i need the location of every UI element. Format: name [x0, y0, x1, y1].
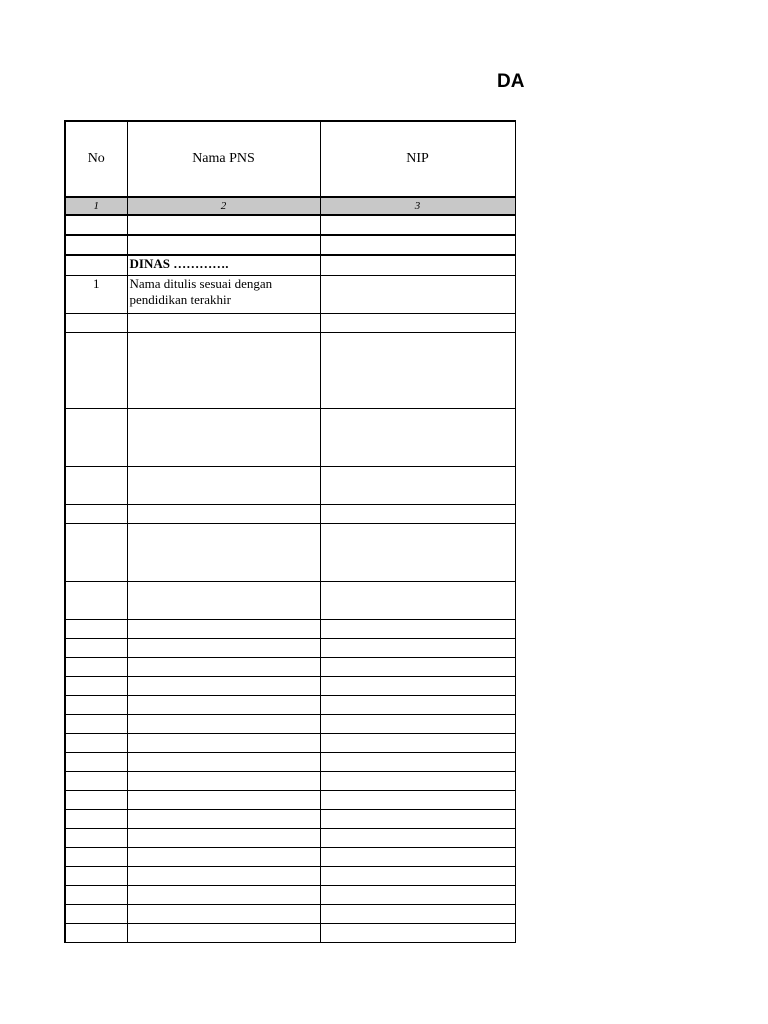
- row-nama: Nama ditulis sesuai dengan pendidikan terakhir: [127, 275, 320, 313]
- header-row: [65, 121, 515, 197]
- header-no: No: [65, 121, 127, 197]
- table-row: [65, 581, 515, 619]
- section-row: [65, 255, 515, 275]
- section-label: DINAS ………….: [127, 255, 320, 275]
- row-nip: [320, 275, 515, 313]
- table-row: [65, 657, 515, 676]
- table-row: [65, 885, 515, 904]
- table-row: [65, 619, 515, 638]
- table-row: [65, 733, 515, 752]
- table-row: [65, 752, 515, 771]
- header-nip: NIP: [320, 121, 515, 197]
- table-row: [65, 828, 515, 847]
- pns-table: [64, 120, 516, 943]
- document-title: DA: [497, 71, 525, 92]
- row-number: 1: [65, 275, 127, 313]
- table-row: [65, 771, 515, 790]
- column-number-1: 1: [65, 197, 127, 215]
- table-row: [65, 809, 515, 828]
- table-row: [65, 275, 515, 313]
- column-number-3: 3: [320, 197, 515, 215]
- table-row: [65, 466, 515, 504]
- table-row: [65, 714, 515, 733]
- column-number-2: 2: [127, 197, 320, 215]
- table-row: [65, 408, 515, 466]
- table-row: [65, 504, 515, 523]
- title-clip: [0, 70, 525, 96]
- table-row: [65, 215, 515, 235]
- table-row: [65, 923, 515, 942]
- header-nama-pns: Nama PNS: [127, 121, 320, 197]
- table-row: [65, 695, 515, 714]
- table-row: [65, 790, 515, 809]
- table-row: [65, 332, 515, 408]
- table-row: [65, 866, 515, 885]
- table-row: [65, 313, 515, 332]
- table-row: [65, 523, 515, 581]
- table-row: [65, 847, 515, 866]
- table-row: [65, 676, 515, 695]
- column-number-row: [65, 197, 515, 215]
- table-row: [65, 904, 515, 923]
- table-row: [65, 638, 515, 657]
- table-row: [65, 235, 515, 255]
